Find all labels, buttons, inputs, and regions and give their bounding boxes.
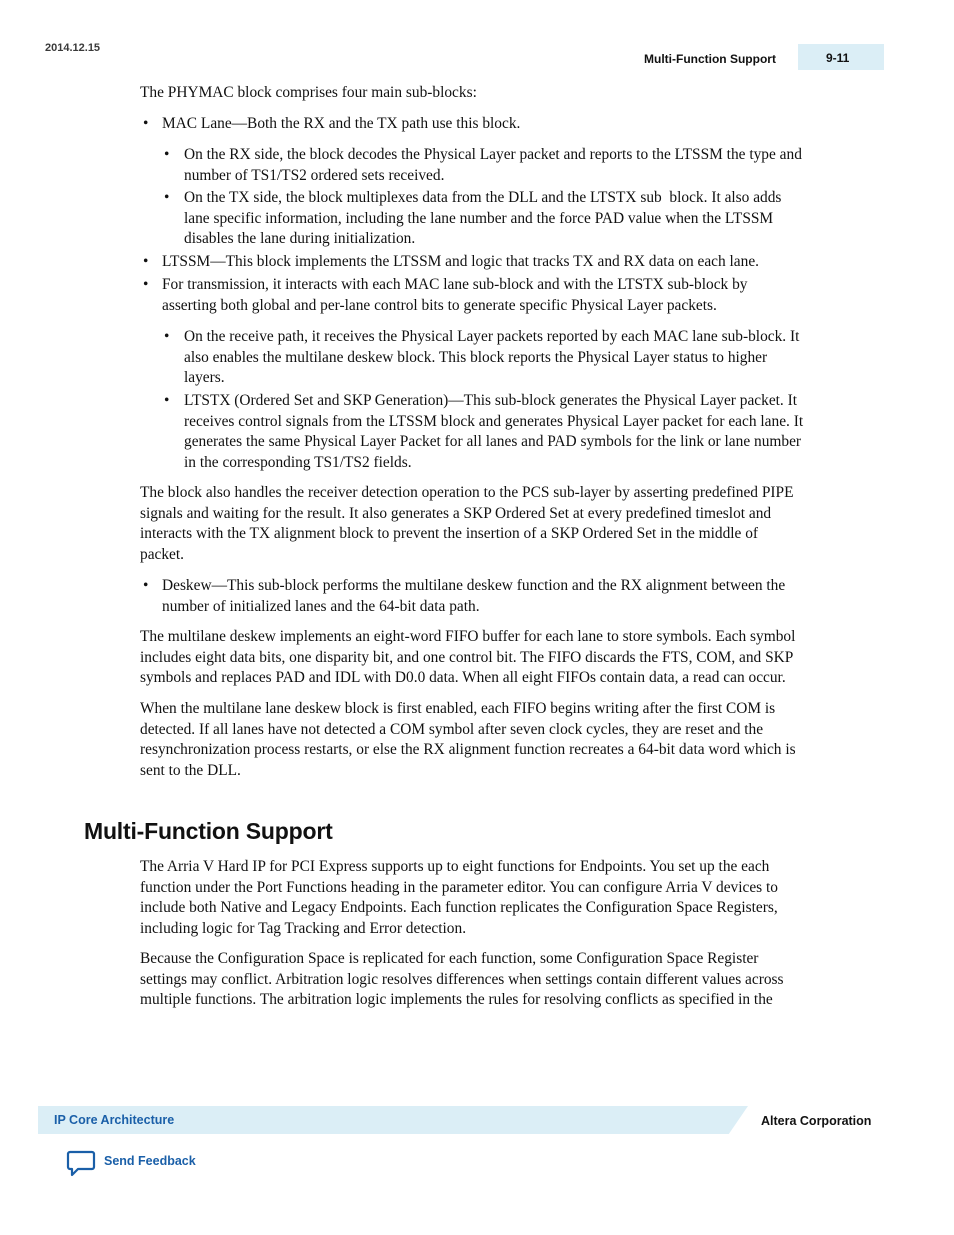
- text-line: interacts with the TX alignment block to prevent the insertion of a SKP Ordered Set in the middle of: [140, 525, 759, 542]
- text-line: multiple functions. The arbitration logic implements the rules for resolving conflicts as specified in the: [140, 991, 773, 1008]
- text-line: detected. If all lanes have not detected a COM symbol after seven clock cycles, they are reset and the: [140, 720, 764, 738]
- bullet-ltssm: LTSSM—This block implements the LTSSM and logic that tracks TX and RX data on each lane.: [162, 253, 760, 270]
- footer-company: Altera Corporation: [761, 1114, 872, 1128]
- text-line: For transmission, it interacts with each MAC lane sub-block and with the LTSTX sub-block by: [162, 276, 748, 293]
- text-line: function under the Port Functions heading in the parameter editor. You can configure Arria V devices to: [140, 878, 778, 896]
- text-line: settings may conflict. Arbitration logic resolves differences when settings contain different values across: [140, 970, 784, 988]
- document-date: 2014.12.15: [45, 42, 101, 54]
- bullet-marker: •: [164, 392, 170, 409]
- bullet-transmission: [162, 275, 747, 316]
- text-line: in the corresponding TS1/TS2 fields.: [184, 453, 412, 471]
- text-line: include both Native and Legacy Endpoints. Each function replicates the Configuration Space Registers,: [140, 899, 778, 916]
- text-line: number of initialized lanes and the 64-bit data path.: [162, 597, 480, 615]
- page-number: 9-11: [826, 51, 850, 65]
- text-line: When the multilane lane deskew block is first enabled, each FIFO begins writing after the first COM is: [140, 700, 776, 717]
- text-line: asserting both global and per-lane control bits to generate specific Physical Layer packets.: [162, 296, 717, 314]
- text-line: symbols and replaces PAD and IDL with D0.0 data. When all eight FIFOs contain data, a read can occur.: [140, 669, 786, 686]
- bullet-marker: •: [143, 276, 149, 293]
- text-line: The multilane deskew implements an eight-word FIFO buffer for each lane to store symbols. Each symbol: [140, 628, 796, 645]
- intro-paragraph: The PHYMAC block comprises four main sub-blocks:: [140, 84, 477, 101]
- paragraph-config-space: [140, 949, 784, 1011]
- send-feedback-link[interactable]: Send Feedback: [104, 1154, 196, 1168]
- text-line: generates the same Physical Layer Packet for all lanes and PAD symbols for the link or lane number: [184, 433, 802, 450]
- speech-bubble-icon[interactable]: [66, 1150, 96, 1178]
- text-line: includes eight data bits, one disparity bit, and one control bit. The FIFO discards the FTS, COM, and SKP: [140, 648, 794, 666]
- text-line: also enables the multilane deskew block. This block reports the Physical Layer status to higher: [184, 348, 768, 366]
- bullet-mac-lane: MAC Lane—Both the RX and the TX path use this block.: [162, 115, 521, 132]
- paragraph-receiver-detection: [140, 483, 794, 565]
- sub-bullet-ltstx: [184, 391, 803, 473]
- text-line: sent to the DLL.: [140, 761, 241, 779]
- text-line: including logic for Tag Tracking and Error detection.: [140, 919, 467, 937]
- page-number-tab: [798, 44, 884, 70]
- paragraph-deskew-enabled: [140, 699, 796, 781]
- running-header-section: Multi-Function Support: [644, 52, 776, 66]
- text-line: packet.: [140, 545, 185, 563]
- text-line: The Arria V Hard IP for PCI Express supports up to eight functions for Endpoints. You set up the each: [140, 858, 770, 875]
- sub-bullet-rx-side: [184, 145, 802, 186]
- text-line: On the RX side, the block decodes the Physical Layer packet and reports to the LTSSM the type and: [184, 146, 802, 163]
- text-line: signals and waiting for the result. It also generates a SKP Ordered Set at every predefined timeslot and: [140, 504, 772, 522]
- text-line: On the receive path, it receives the Physical Layer packets reported by each MAC lane sub-block. It: [184, 328, 800, 345]
- bullet-marker: •: [143, 115, 149, 132]
- text-line: layers.: [184, 369, 225, 386]
- bullet-marker: •: [164, 189, 170, 206]
- bullet-marker: •: [143, 577, 149, 594]
- text-line: receives control signals from the LTSSM block and generates Physical Layer packet for each lane. It: [184, 412, 804, 430]
- paragraph-multilane-deskew: [140, 627, 795, 689]
- text-line: number of TS1/TS2 ordered sets received.: [184, 166, 445, 184]
- bullet-deskew: [162, 576, 785, 617]
- text-line: On the TX side, the block multiplexes data from the DLL and the LTSTX sub block. It also adds: [184, 189, 782, 206]
- bullet-marker: •: [164, 146, 170, 163]
- text-line: lane specific information, including the lane number and the force PAD value when the LTSSM: [184, 209, 774, 227]
- text-line: Because the Configuration Space is replicated for each function, some Configuration Space Register: [140, 950, 759, 967]
- footer-chapter-link[interactable]: IP Core Architecture: [54, 1113, 175, 1127]
- sub-bullet-receive-path: [184, 327, 799, 389]
- bullet-marker: •: [164, 328, 170, 345]
- text-line: Deskew—This sub-block performs the multilane deskew function and the RX alignment between the: [162, 577, 786, 594]
- paragraph-arria-functions: [140, 857, 778, 939]
- text-line: The block also handles the receiver detection operation to the PCS sub-layer by asserting predefined PIPE: [140, 484, 794, 501]
- text-line: resynchronization process restarts, or else the RX alignment function recreates a 64-bit data word which is: [140, 741, 796, 758]
- bullet-marker: •: [143, 253, 149, 270]
- text-line: disables the lane during initialization.: [184, 230, 416, 247]
- section-heading: Multi-Function Support: [84, 818, 333, 844]
- sub-bullet-tx-side: [184, 188, 781, 250]
- text-line: LTSTX (Ordered Set and SKP Generation)—This sub-block generates the Physical Layer packet. It: [184, 392, 798, 409]
